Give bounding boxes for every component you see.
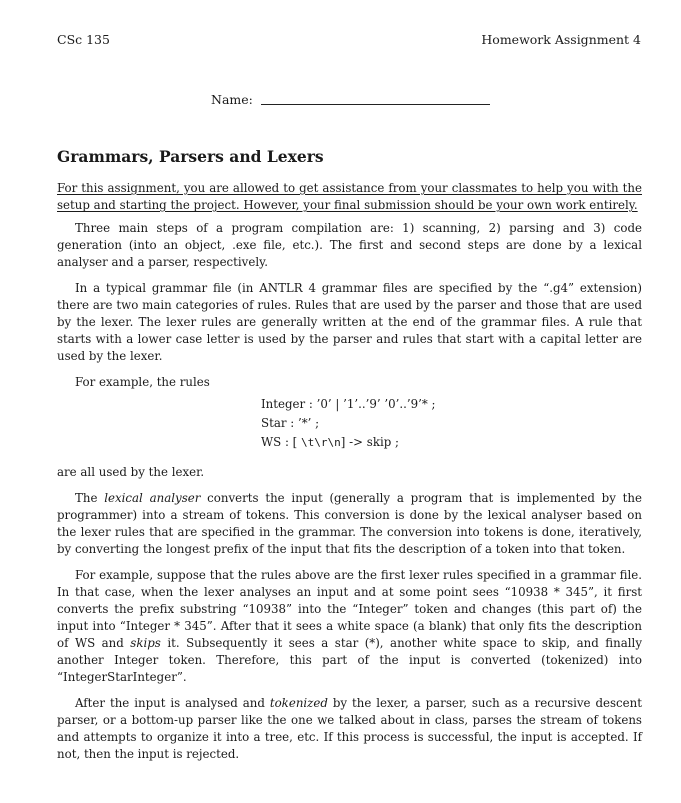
rule-ws-suffix: ] -> skip ;	[340, 435, 400, 449]
rule-ws	[261, 433, 642, 452]
rule-integer: Integer : ’0’ | ’1’..’9’ ’0’..’9’* ;	[261, 397, 436, 411]
paragraph-compilation-steps: Three main steps of a program compilation are: 1) scanning, 2) parsing and 3) code generation (into an object, .exe file, etc.). The first and second steps are done by a lexical analyser and a parser, respectively.	[57, 221, 642, 269]
lexer-rules-block	[261, 395, 642, 452]
paragraph-grammar-rules: In a typical grammar file (in ANTLR 4 grammar files are specified by the “.g4” extension) there are two main categories of rules. Rules that are used by the parser and those that are used by the lexer. The lexer rules are generally written at the end of the grammar files. A rule that starts with a lower case letter is used by the parser and rules that start with a capital letter are used by the lexer.	[57, 281, 642, 363]
paragraph-lexer-note: are all used by the lexer.	[57, 465, 205, 479]
term-skips: skips	[130, 636, 161, 650]
paragraph-tokenization-example: For example, suppose that the rules above are the first lexer rules specified in a grammar file. In that case, when the lexer analyses an input and at some point sees “10938 * 345”, it first converts the prefix substring “10938” into the “Integer” token and changes (this part of) the input into “Integer * 345”. After that it sees a white space (a blank) that only fits the description of WS and skips it. Subsequently it sees a star (*), another white space to skip, and finally another Integer token. Therefore, this part of the input is converted (tokenized) into “IntegerStarInteger”.	[57, 568, 642, 684]
assignment-title: Homework Assignment 4	[481, 32, 641, 47]
paragraph-lexical-analyser: The lexical analyser converts the input (generally a program that is implemented by the programmer) into a stream of tokens. This conversion is done by the lexical analyser based on the lexer rules that are specified in the grammar. The conversion into tokens is done, iteratively, by converting the longest prefix of the input that fits the description of a token into that token.	[57, 491, 642, 556]
paragraph-parser: After the input is analysed and tokenized by the lexer, a parser, such as a recursive descent parser, or a bottom-up parser like the one we talked about in class, parses the stream of tokens and attempts to organize it into a tree, etc. If this process is successful, the input is accepted. If not, then the input is rejected.	[57, 696, 642, 761]
course-code: CSc 135	[57, 32, 110, 47]
name-label: Name:	[211, 92, 253, 107]
name-blank-line	[261, 104, 490, 105]
rule-ws-prefix: WS : [	[261, 435, 302, 449]
term-lexical-analyser: lexical analyser	[104, 491, 201, 505]
paragraph-example-intro: For example, the rules	[75, 375, 210, 389]
rule-star: Star : ’*’ ;	[261, 416, 320, 430]
rule-ws-escape: \t\r\n	[301, 436, 341, 449]
term-tokenized: tokenized	[269, 696, 328, 710]
section-title: Grammars, Parsers and Lexers	[57, 147, 324, 166]
document-body	[57, 180, 642, 772]
collaboration-notice: For this assignment, you are allowed to get assistance from your classmates to help you with the setup and starting the project. However, your final submission should be your own work entirely.	[57, 181, 642, 212]
